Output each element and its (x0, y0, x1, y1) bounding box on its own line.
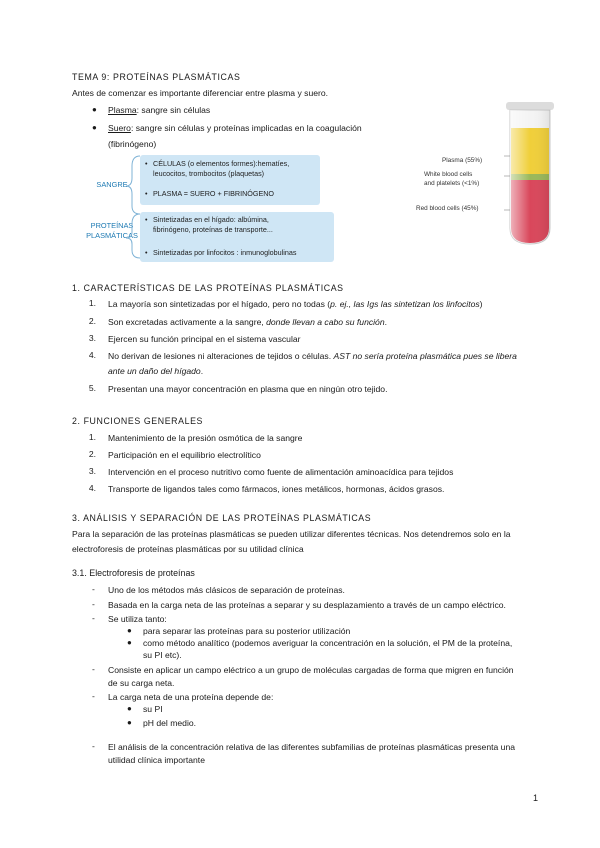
list-number: 4. (88, 483, 96, 493)
paragraph: Para la separación de las proteínas plasmáticas se pueden utilizar diferentes técnicas. Nos detendremos solo en la (72, 529, 511, 539)
test-tube-icon (490, 92, 570, 252)
list-number: 4. (88, 350, 96, 360)
sangre-item: leucocitos, trombocitos (plaquetas) (153, 169, 265, 178)
intro-text: Antes de comenzar es importante diferenciar entre plasma y suero. (72, 88, 329, 98)
bullet-icon: • (145, 215, 148, 224)
sub-item: su PI (143, 704, 163, 714)
def-text: : sangre sin células (136, 105, 211, 115)
list-number: 5. (88, 383, 96, 393)
dash-item: Basada en la carga neta de las proteínas a separar y su desplazamiento a través de un campo eléctrico. (108, 600, 506, 610)
dash-item: Consiste en aplicar un campo eléctrico a un grupo de moléculas cargadas de forma que migren en función (108, 665, 514, 675)
bullet-icon: ● (92, 123, 97, 132)
def-plasma (108, 104, 210, 117)
section-heading: 1. CARACTERÍSTICAS DE LAS PROTEÍNAS PLASMÁTICAS (72, 283, 344, 293)
dash-item: El análisis de la concentración relativa de las diferentes subfamilias de proteínas plasmáticas presenta una (108, 742, 515, 752)
item-text: ) (479, 299, 483, 309)
paragraph: electroforesis de proteínas plasmáticas por su utilidad clínica (72, 544, 304, 554)
section-heading: 3. ANÁLISIS Y SEPARACIÓN DE LAS PROTEÍNAS PLASMÁTICAS (72, 513, 372, 523)
list-item (108, 298, 483, 311)
item-text: . (200, 366, 204, 376)
dash-bullet: - (92, 741, 95, 751)
dash-bullet: - (92, 599, 95, 609)
item-text: No derivan de lesiones ni alteraciones de tejidos o células. (108, 351, 334, 361)
list-item: Transporte de ligandos tales como fármacos, iones metálicos, hormonas, ácidos grasos. (108, 484, 445, 494)
tube-label-line: and platelets (<1%) (424, 179, 480, 187)
list-number: 3. (88, 333, 96, 343)
bullet-icon: ● (127, 626, 132, 635)
list-item: Presentan una mayor concentración en plasma que en ningún otro tejido. (108, 384, 388, 394)
item-italic: donde llevan a cabo su función (266, 317, 385, 327)
dash-item: La carga neta de una proteína depende de: (108, 692, 274, 702)
item-italic: ante un daño del hígado (108, 366, 201, 376)
dash-bullet: - (92, 613, 95, 623)
proteinas-label-line: PROTEÍNAS (90, 221, 134, 230)
proteinas-label-line: PLASMÁTICAS (86, 230, 138, 240)
dash-item: Se utiliza tanto: (108, 614, 167, 624)
tube-label-line: White blood cells (424, 171, 473, 178)
item-text: Son excretadas activamente a la sangre, (108, 317, 267, 327)
list-number: 1. (88, 432, 96, 442)
sub-item-cont: su PI etc). (143, 650, 182, 660)
def-suero (108, 122, 362, 135)
dash-bullet: - (92, 691, 95, 701)
item-text: La mayoría son sintetizadas por el hígado, pero no todas ( (108, 299, 331, 309)
proteinas-item: fibrinógeno, proteínas de transporte... (153, 225, 273, 234)
tube-label-rbc: Red blood cells (45%) (416, 205, 479, 212)
sangre-item: PLASMA = SUERO + FIBRINÓGENO (153, 189, 275, 198)
item-italic: AST no sería proteína plasmática pues se libera (333, 351, 517, 361)
bullet-icon: ● (127, 704, 132, 713)
list-item (108, 350, 517, 363)
page-title: TEMA 9: PROTEÍNAS PLASMÁTICAS (72, 72, 241, 82)
sangre-label: SANGRE (96, 180, 128, 189)
proteinas-item: Sintetizadas en el hígado: albúmina, (153, 215, 269, 224)
def-term: Suero (108, 123, 131, 133)
list-number: 1. (88, 298, 96, 308)
list-item-cont (108, 365, 203, 378)
bullet-icon: ● (127, 718, 132, 727)
dash-bullet: - (92, 664, 95, 674)
dash-item-cont: de su carga neta. (108, 678, 175, 688)
sub-item: para separar las proteínas para su posterior utilización (143, 626, 351, 636)
page-number: 1 (533, 793, 539, 803)
list-number: 2. (88, 316, 96, 326)
section-heading: 2. FUNCIONES GENERALES (72, 416, 204, 426)
sub-item: como método analítico (podemos averiguar la concentración en la solución, el PM de la proteína, (143, 638, 513, 648)
dash-bullet: - (92, 584, 95, 594)
bullet-icon: • (145, 189, 148, 198)
list-number: 3. (88, 466, 96, 476)
dash-item: Uno de los métodos más clásicos de separación de proteínas. (108, 585, 345, 595)
def-text: : sangre sin células y proteínas implicadas en la coagulación (130, 123, 362, 133)
list-item (108, 316, 387, 329)
sangre-item: CÉLULAS (o elementos formes):hematíes, (153, 159, 290, 168)
item-italic: p. ej., las Igs las sintetizan los linfocitos (330, 299, 480, 309)
bullet-icon: • (145, 248, 148, 257)
list-item: Mantenimiento de la presión osmótica de la sangre (108, 433, 303, 443)
list-number: 2. (88, 449, 96, 459)
bullet-icon: ● (127, 638, 132, 647)
def-suero-cont: (fibrinógeno) (108, 139, 157, 149)
list-item: Participación en el equilibrio electrolítico (108, 450, 261, 460)
def-term: Plasma (108, 105, 137, 115)
subsection-heading: 3.1. Electroforesis de proteínas (72, 568, 195, 578)
item-text: . (384, 317, 388, 327)
tube-label-plasma: Plasma (55%) (442, 157, 483, 164)
sub-item: pH del medio. (143, 718, 197, 728)
bullet-icon: ● (92, 105, 97, 114)
dash-item-cont: utilidad clínica importante (108, 755, 205, 765)
tube-label-wbc (424, 171, 479, 188)
list-item: Ejercen su función principal en el sistema vascular (108, 334, 301, 344)
bullet-icon: • (145, 159, 148, 168)
proteinas-item: Sintetizadas por linfocitos : inmunoglobulinas (153, 248, 297, 257)
list-item: Intervención en el proceso nutritivo como fuente de alimentación aminoacídica para tejidos (108, 467, 454, 477)
